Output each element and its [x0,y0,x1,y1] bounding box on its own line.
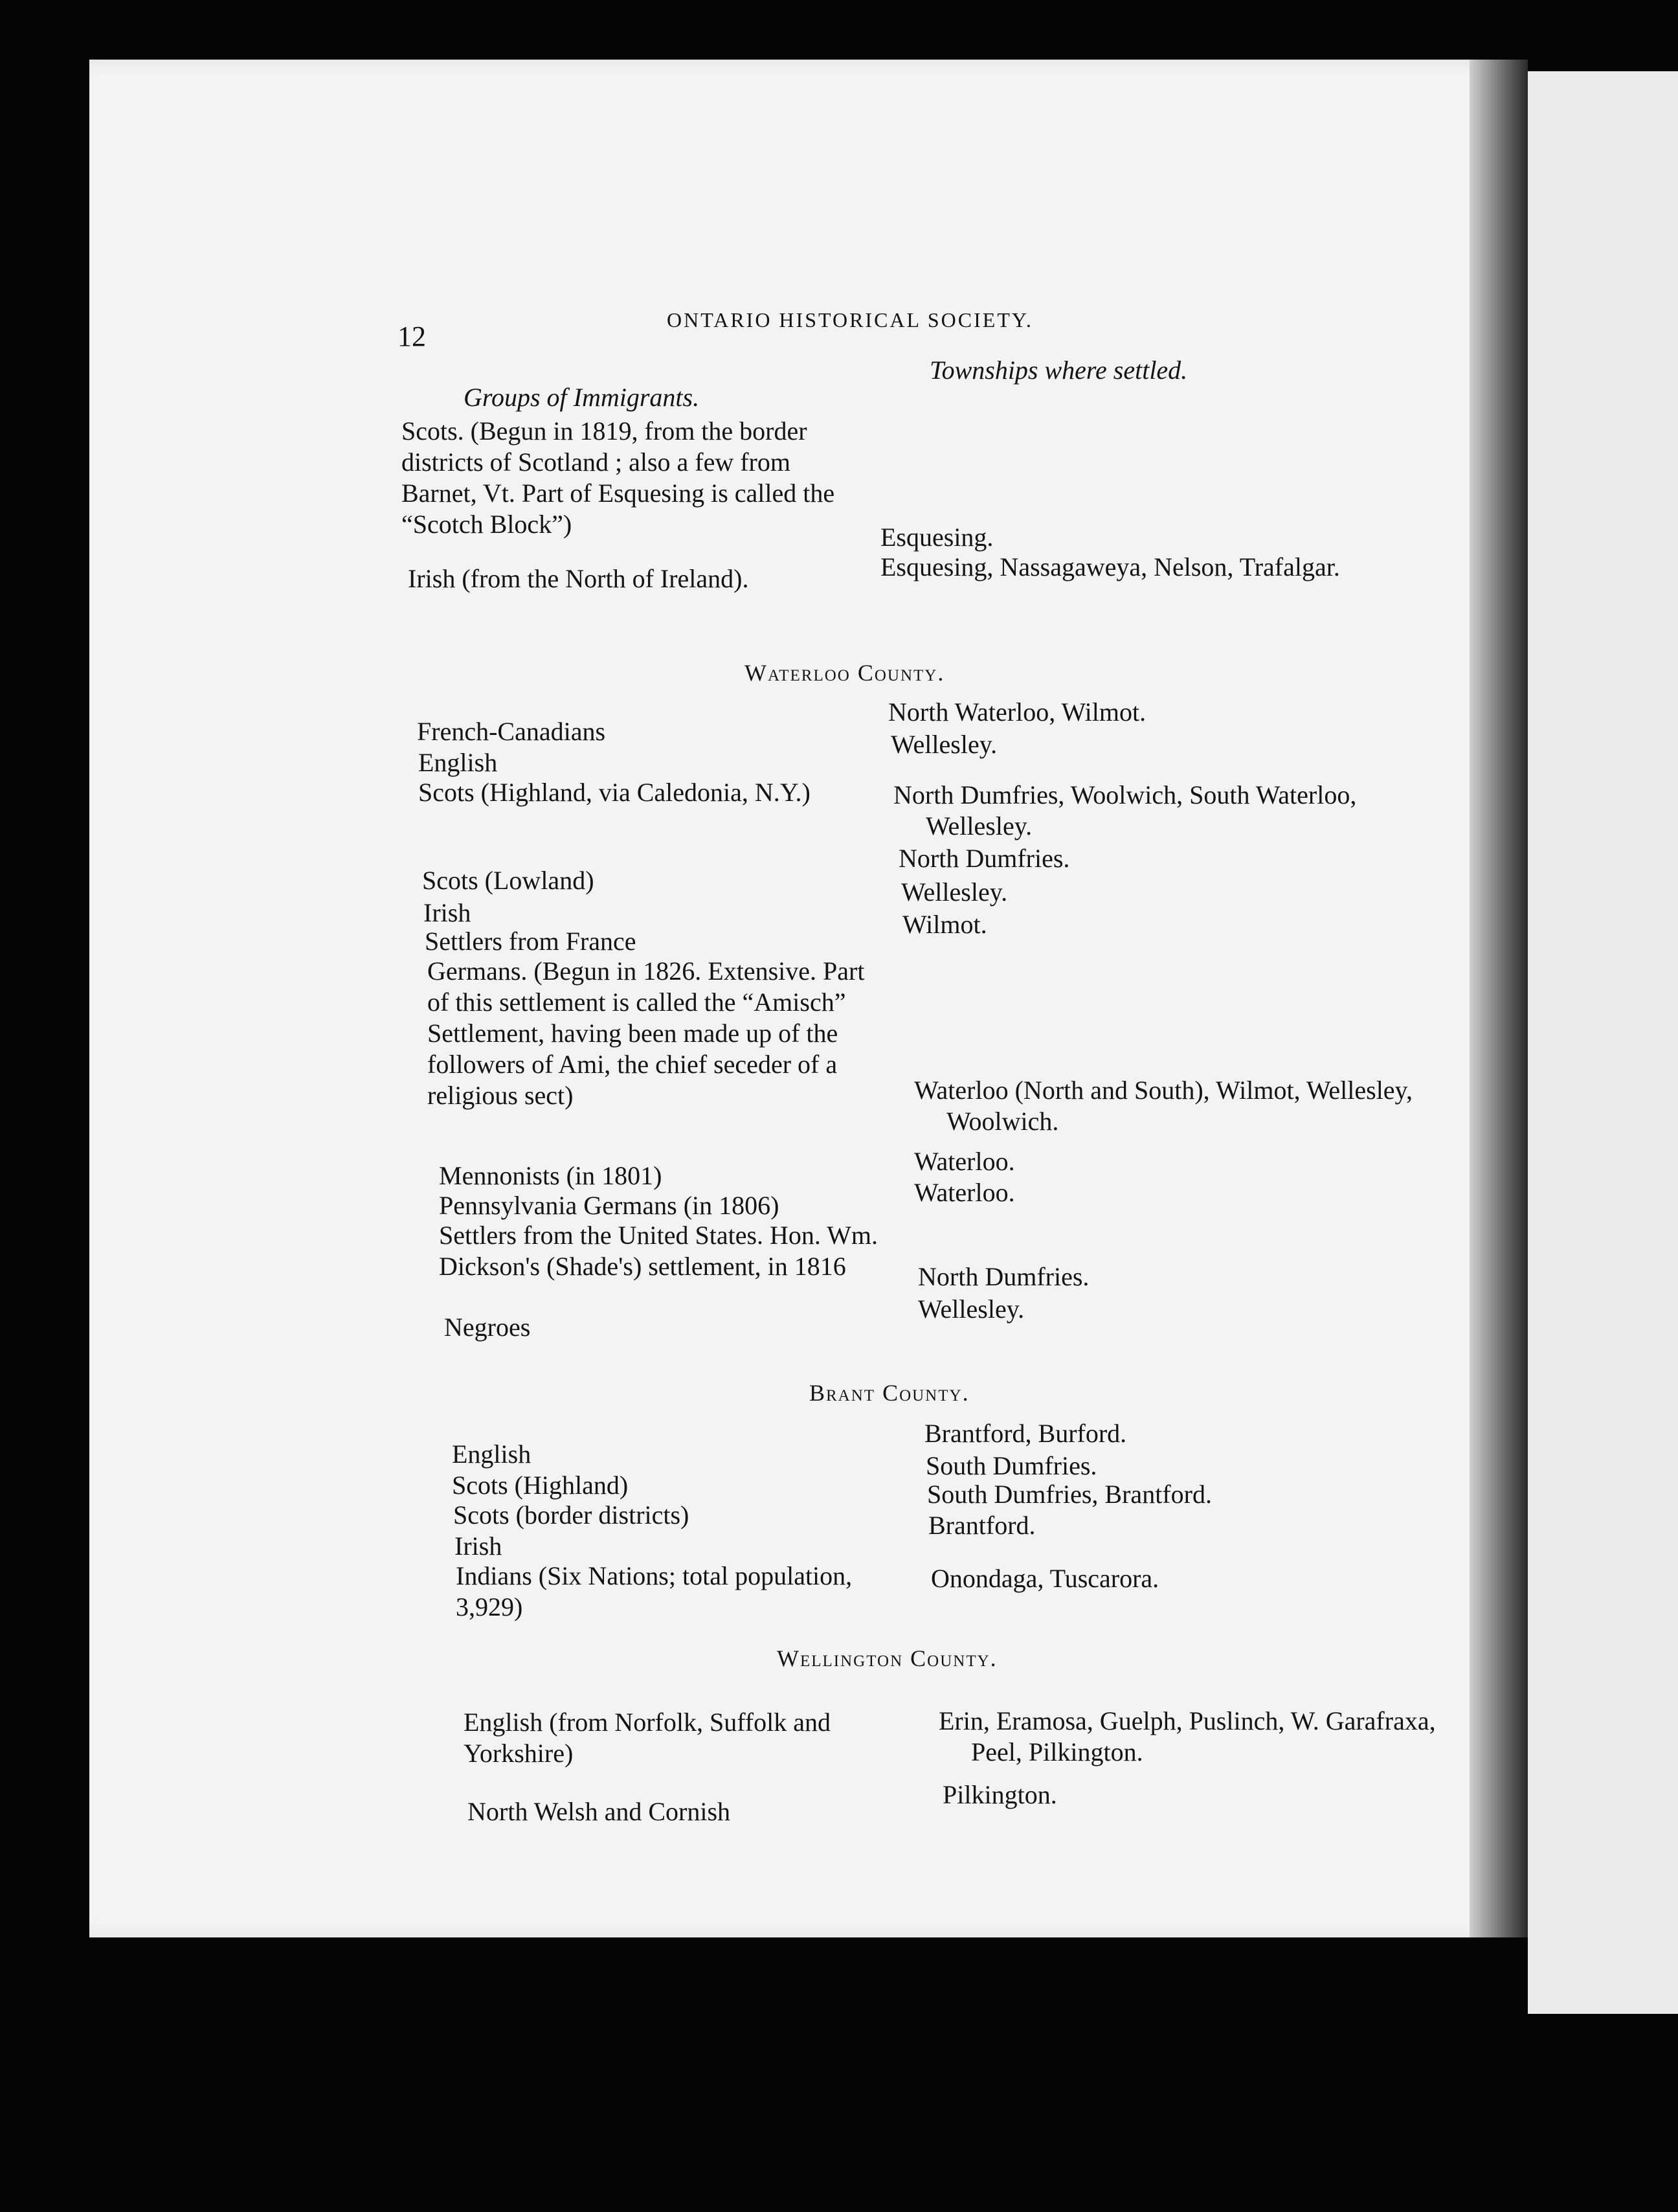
township-entry: Waterloo. [914,1147,1015,1176]
township-entry: Wellesley. [891,730,998,759]
group-entry: Negroes [444,1313,531,1342]
township-entry: Wilmot. [902,910,987,939]
group-entry: Irish [454,1531,502,1561]
section-title-waterloo: Waterloo County. [744,660,945,686]
township-entry: South Dumfries, Brantford. [927,1480,1212,1509]
group-entry: Scots (Lowland) [422,866,594,895]
township-entry: North Dumfries. [899,844,1070,873]
group-entry: English [452,1439,531,1469]
group-entry: French-Canadians [417,717,606,746]
group-entry: North Welsh and Cornish [467,1797,731,1826]
township-entry: Onondaga, Tuscarora. [931,1564,1159,1593]
column-heading-townships: Townships where settled. [930,356,1188,385]
township-entry: Brantford, Burford. [924,1419,1127,1448]
township-entry: Esquesing. [880,523,994,552]
group-entry: Scots (Highland) [452,1471,629,1500]
group-entry: Scots (Highland, via Caledonia, N.Y.) [418,778,811,807]
section-title-brant: Brant County. [809,1380,970,1406]
group-entry: Pennsylvania Germans (in 1806) [439,1191,779,1220]
group-entry: Scots. (Begun in 1819, from the border districts of Scotland ; also a few from Barnet, Vt. Part of Esquesing is called the “Scotch Block”) [401,416,835,539]
group-entry: Irish (from the North of Ireland). [408,564,749,593]
township-entry: North Dumfries. [918,1262,1090,1291]
group-entry: Settlers from France [425,927,636,956]
page-number: 12 [397,321,426,352]
section-title-wellington: Wellington County. [777,1645,998,1671]
township-entry: Wellesley. [901,877,1008,907]
group-entry: English (from Norfolk, Suffolk and Yorkshire) [464,1708,831,1768]
township-entry: Brantford. [928,1511,1036,1540]
township-entry: Esquesing, Nassagaweya, Nelson, Trafalgar. [880,552,1340,581]
township-entry: Wellesley. [918,1294,1025,1324]
group-entry: Indians (Six Nations; total population, 3,929) [456,1561,853,1621]
township-entry: Erin, Eramosa, Guelph, Puslinch, W. Garafraxa, Peel, Pilkington. [939,1706,1436,1766]
column-heading-groups: Groups of Immigrants. [464,383,700,412]
group-entry: Germans. (Begun in 1826. Extensive. Part of this settlement is called the “Amisch” Settlement, having been made up of the followers of Ami, the chief seceder of a religious sect) [427,956,865,1110]
running-head: ONTARIO HISTORICAL SOCIETY. [667,308,1033,332]
township-entry: North Dumfries, Woolwich, South Waterloo, Wellesley. [893,780,1357,841]
township-entry: Waterloo. [914,1178,1015,1207]
township-entry: South Dumfries. [926,1451,1097,1480]
township-entry: Waterloo (North and South), Wilmot, Wellesley, Woolwich. [914,1076,1413,1136]
township-entry: North Waterloo, Wilmot. [888,697,1147,727]
group-entry: Settlers from the United States. Hon. Wm. Dickson's (Shade's) settlement, in 1816 [439,1221,878,1281]
group-entry: Scots (border districts) [453,1500,689,1529]
group-entry: Mennonists (in 1801) [439,1161,662,1190]
township-entry: Pilkington. [943,1780,1057,1809]
group-entry: Irish [423,898,471,927]
group-entry: English [418,748,498,777]
